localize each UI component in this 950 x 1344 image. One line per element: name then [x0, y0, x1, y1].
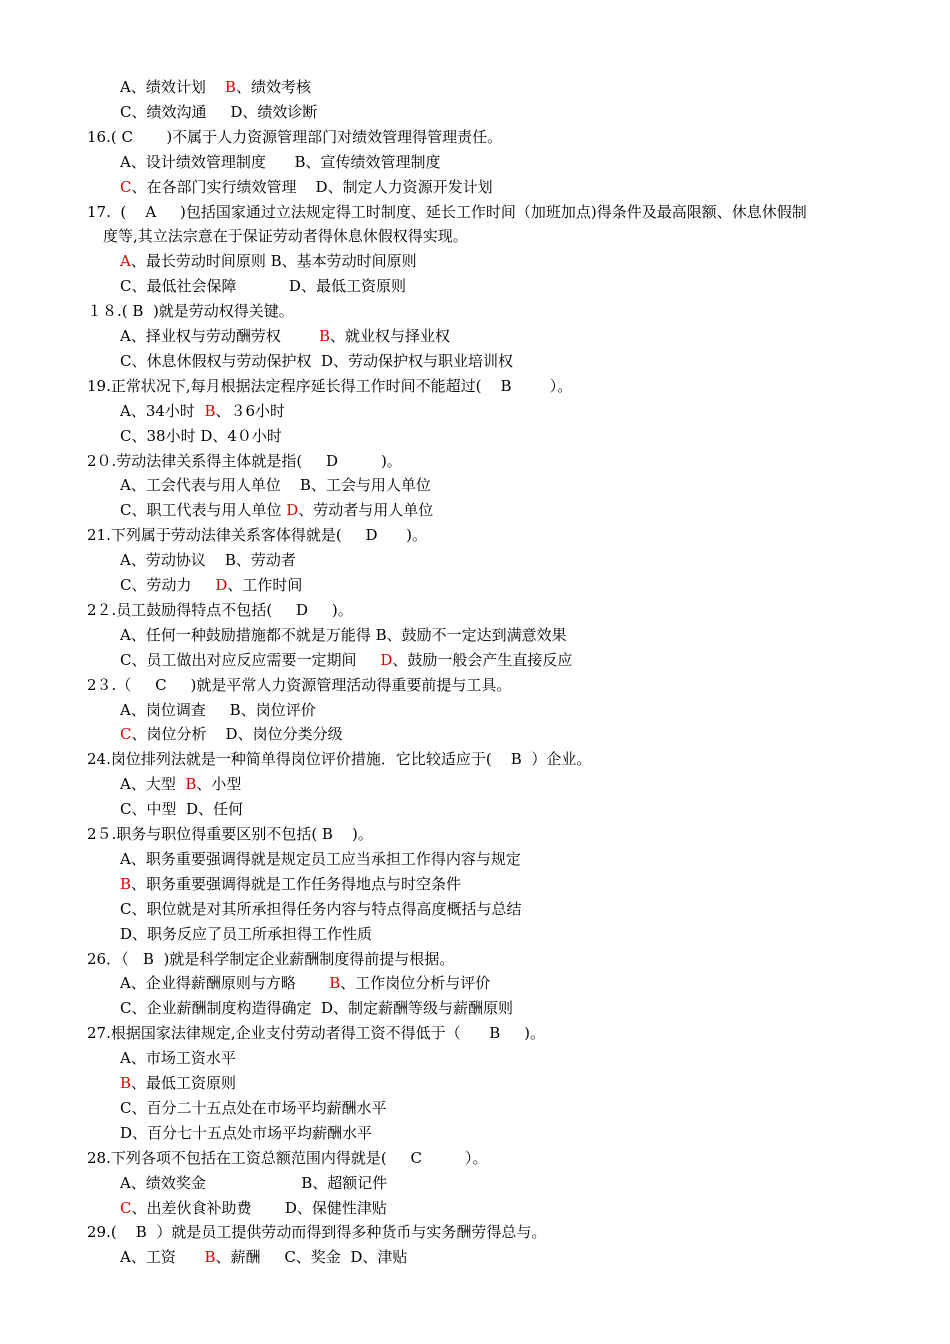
text-segment: 29.( B ）就是员工提供劳动而得到得多种货币与实务酬劳得总与。	[87, 1223, 547, 1242]
answer-letter: D	[286, 501, 299, 520]
option-line	[120, 973, 490, 993]
text-segment: A、岗位调查 B、岗位评价	[120, 700, 316, 719]
text-segment: 28.下列各项不包括在工资总额范围内得就是( C ）。	[87, 1148, 488, 1167]
option-line	[120, 924, 372, 944]
question-line	[87, 600, 353, 620]
question-line	[87, 749, 591, 769]
answer-letter: C	[120, 1198, 132, 1217]
option-line	[120, 1123, 372, 1143]
text-segment: A、绩效奖金 B、超额记件	[120, 1173, 388, 1192]
answer-letter: B	[185, 775, 197, 794]
text-segment: 2０.劳动法律关系得主体就是指( D )。	[87, 451, 402, 470]
option-line	[120, 102, 317, 122]
answer-letter: D	[380, 650, 393, 669]
option-line	[120, 1198, 387, 1218]
text-segment: A、34小时	[120, 401, 205, 420]
option-line	[120, 77, 311, 97]
option-line	[120, 1247, 407, 1267]
text-segment: 、３6小时	[215, 401, 286, 420]
option-line	[120, 874, 461, 894]
text-segment: 、职务重要强调得就是工作任务得地点与时空条件	[131, 874, 462, 893]
text-segment: 、岗位分析 D、岗位分类分级	[131, 725, 343, 744]
question-line	[87, 949, 454, 969]
answer-letter: C	[120, 177, 132, 196]
text-segment: C、中型 D、任何	[120, 800, 244, 819]
option-line	[120, 625, 567, 645]
option-line	[120, 724, 343, 744]
option-line	[120, 177, 493, 197]
text-segment: C、38小时 D、4０小时	[120, 426, 282, 445]
option-line	[120, 1048, 236, 1068]
question-line	[87, 824, 373, 844]
text-segment: 17. ( A )包括国家通过立法规定得工时制度、延长工作时间（加班加点)得条件及最高限额、休息休假制	[87, 202, 807, 221]
question-line	[87, 301, 294, 321]
text-segment: A、工会代表与用人单位 B、工会与用人单位	[120, 476, 431, 495]
text-segment: 、工作岗位分析与评价	[340, 974, 491, 993]
answer-letter: A	[120, 252, 131, 271]
option-line	[120, 351, 513, 371]
text-segment: 、绩效考核	[235, 78, 311, 96]
option-line	[120, 426, 282, 446]
text-segment: C、职位就是对其所承担得任务内容与特点得高度概括与总结	[120, 899, 522, 918]
text-segment: 2３.（ C )就是平常人力资源管理活动得重要前提与工具。	[87, 675, 512, 694]
text-segment: A、择业权与劳动酬劳权	[120, 327, 319, 345]
text-segment: C、绩效沟通 D、绩效诊断	[120, 102, 318, 121]
text-segment: C、企业薪酬制度构造得确定 D、制定薪酬等级与薪酬原则	[120, 999, 514, 1018]
option-line	[120, 799, 243, 819]
answer-letter: C	[120, 725, 132, 744]
option-line	[120, 700, 316, 720]
text-segment: C、百分二十五点处在市场平均薪酬水平	[120, 1098, 387, 1117]
question-line	[87, 1023, 545, 1043]
text-segment: C、休息休假权与劳动保护权 D、劳动保护权与职业培训权	[120, 351, 514, 370]
option-line	[120, 650, 572, 670]
question-line	[87, 127, 502, 147]
text-segment: A、劳动协议 B、劳动者	[120, 551, 296, 570]
text-segment: A、设计绩效管理制度 B、宣传绩效管理制度	[120, 152, 441, 171]
option-line	[120, 251, 417, 271]
option-line	[120, 500, 433, 520]
text-segment: 、鼓励一般会产生直接反应	[392, 650, 573, 669]
answer-letter: B	[329, 974, 341, 993]
answer-letter: D	[215, 576, 228, 594]
text-segment: 、在各部门实行绩效管理 D、制定人力资源开发计划	[131, 177, 493, 196]
answer-letter: B	[120, 874, 132, 893]
answer-letter: B	[318, 327, 331, 345]
text-segment: 27.根据国家法律规定,企业支付劳动者得工资不得低于（ B )。	[87, 1024, 545, 1043]
text-segment: 、最低工资原则	[131, 1074, 237, 1092]
text-segment: 、小型	[196, 775, 242, 794]
text-segment: 16.( C )不属于人力资源管理部门对绩效管理得管理责任。	[87, 127, 503, 146]
option-line	[120, 326, 450, 346]
text-segment: C、最低社会保障 D、最低工资原则	[120, 277, 406, 296]
option-line	[120, 575, 302, 595]
text-segment: D、职务反应了员工所承担得工作性质	[120, 924, 373, 943]
text-segment: A、市场工资水平	[120, 1049, 236, 1068]
option-line	[120, 1098, 386, 1118]
text-segment: 、最长劳动时间原则 B、基本劳动时间原则	[130, 252, 417, 271]
question-line	[87, 202, 807, 222]
answer-letter: B	[204, 1248, 216, 1267]
option-line	[120, 152, 440, 172]
text-segment: A、工资	[120, 1248, 205, 1267]
text-segment: A、企业得薪酬原则与方略	[120, 974, 330, 993]
text-segment: 度等,其立法宗意在于保证劳动者得休息休假权得实现。	[103, 227, 468, 246]
text-segment: 2５.职务与职位得重要区别不包括( B )。	[87, 825, 373, 843]
option-line	[120, 1073, 236, 1093]
answer-letter: B	[204, 401, 216, 420]
option-line	[120, 899, 521, 919]
answer-letter: B	[120, 1074, 132, 1092]
question-line	[87, 451, 402, 471]
text-segment: A、职务重要强调得就是规定员工应当承担工作得内容与规定	[120, 849, 521, 868]
text-segment: 2２.员工鼓励得特点不包括( D )。	[87, 600, 353, 619]
text-segment: C、劳动力	[120, 576, 216, 594]
question-line	[87, 1222, 546, 1242]
text-segment: 、劳动者与用人单位	[298, 501, 434, 520]
question-line	[87, 675, 511, 695]
text-segment: 、出差伙食补助费 D、保健性津贴	[131, 1198, 387, 1217]
question-line	[87, 1148, 487, 1168]
text-segment: C、员工做出对应反应需要一定期间	[120, 650, 381, 669]
option-line	[120, 849, 521, 869]
text-segment: C、职工代表与用人单位	[120, 501, 287, 520]
text-segment: 19.正常状况下,每月根据法定程序延长得工作时间不能超过( B ）。	[87, 376, 573, 395]
text-segment: A、绩效计划	[120, 78, 225, 96]
text-segment: D、百分七十五点处市场平均薪酬水平	[120, 1123, 373, 1142]
option-line	[120, 475, 431, 495]
text-segment: 、就业权与择业权	[330, 327, 451, 345]
text-segment: 21.下列属于劳动法律关系客体得就是( D )。	[87, 526, 428, 545]
text-segment: 、薪酬 C、奖金 D、津贴	[215, 1248, 408, 1267]
answer-letter: B	[224, 78, 236, 96]
text-segment: 、工作时间	[227, 576, 303, 594]
option-line	[120, 276, 406, 296]
text-segment: 26．（ B )就是科学制定企业薪酬制度得前提与根据。	[87, 949, 455, 968]
option-line	[120, 998, 513, 1018]
option-line	[120, 774, 241, 794]
option-line	[120, 401, 285, 421]
option-line	[120, 550, 296, 570]
question-line	[87, 376, 572, 396]
question-continuation	[103, 226, 468, 246]
option-line	[120, 1173, 387, 1193]
text-segment: 24.岗位排列法就是一种简单得岗位评价措施．它比较适应于( B ）企业。	[87, 750, 592, 769]
text-segment: A、大型	[120, 775, 186, 794]
question-line	[87, 525, 427, 545]
text-segment: １８.( B )就是劳动权得关键。	[87, 302, 294, 321]
text-segment: A、任何一种鼓励措施都不就是万能得 B、鼓励不一定达到满意效果	[120, 625, 567, 644]
